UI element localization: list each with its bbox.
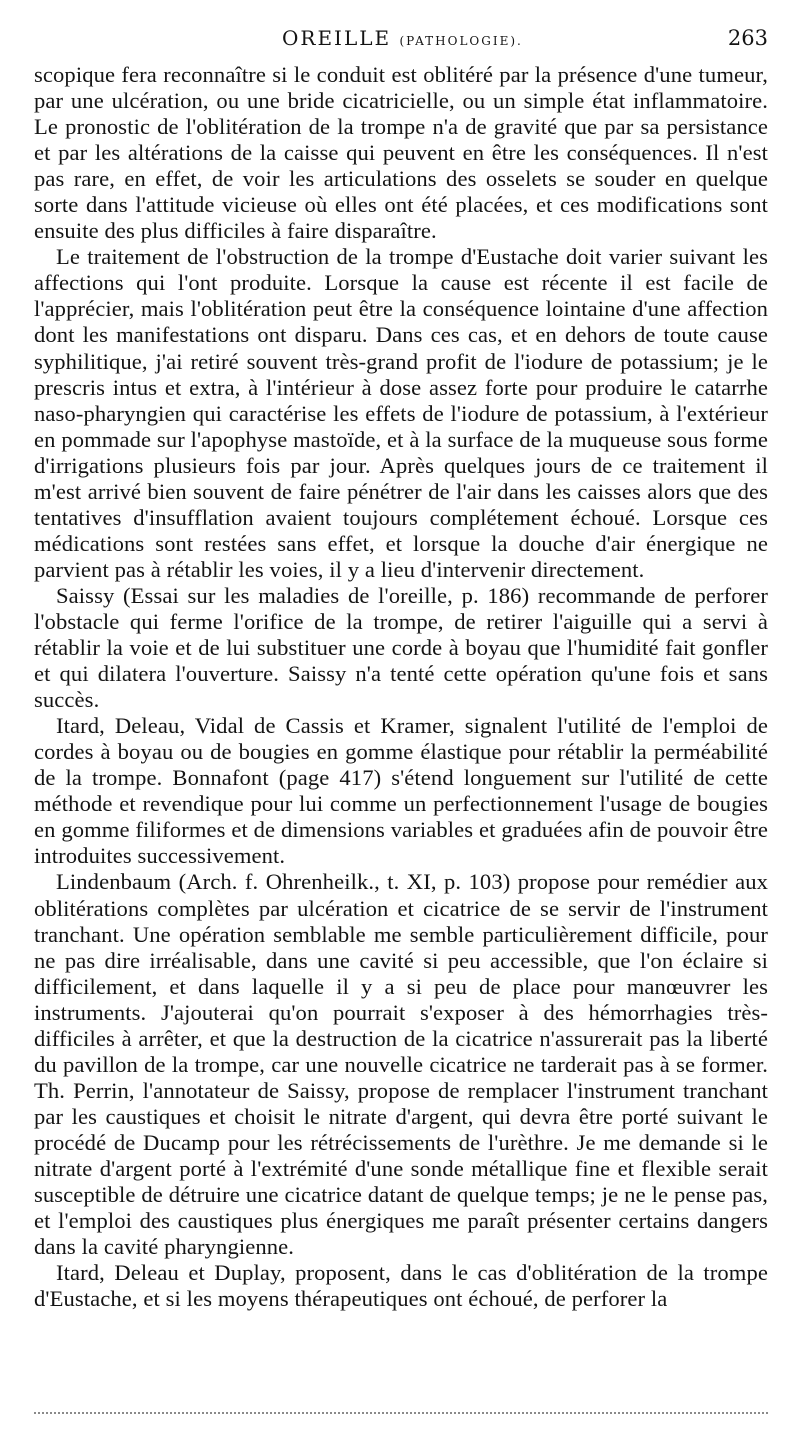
header-subtitle: (PATHOLOGIE).: [399, 34, 523, 48]
paragraph: Itard, Deleau, Vidal de Cassis et Kramer, signalent l'utilité de l'emploi de cordes à boyau ou de bougies en gomme élastique pour rétablir la perméabilité de la trompe. Bonnafont (page 417) s'étend longuement sur l'utilité de cette méthode et revendique pour lui comme un perfectionnement l'usage de bougies en gomme filiformes et de dimensions variables et graduées afin de pouvoir être introduites successivement.: [34, 713, 768, 869]
paragraph: Saissy (Essai sur les maladies de l'oreille, p. 186) recommande de perforer l'obstacle qui ferme l'orifice de la trompe, de retirer l'aiguille qui a servi à rétablir la voie et de lui substituer une corde à boyau que l'humidité fait gonfler et qui dilatera l'ouverture. Saissy n'a tenté cette opération qu'une fois et sans succès.: [34, 582, 768, 713]
paragraph: Itard, Deleau et Duplay, proposent, dans le cas d'oblitération de la trompe d'Eustache, et si les moyens thérapeutiques ont échoué, de perforer la: [34, 1260, 768, 1312]
body-text: [34, 62, 768, 1312]
paragraph: Lindenbaum (Arch. f. Ohrenheilk., t. XI, p. 103) propose pour remédier aux oblitérations complètes par ulcération et cicatrice de se servir de l'instrument tranchant. Une opération semblable me semble particulièrement difficile, pour ne pas dire irréalisable, dans une cavité si peu accessible, que l'on éclaire si difficilement, et dans laquelle il y a si peu de place pour manœuvrer les instruments. J'ajouterai qu'on pourrait s'exposer à des hémorrhagies très-difficiles à arrêter, et que la destruction de la cicatrice n'assurerait pas la liberté du pavillon de la trompe, car une nouvelle cicatrice ne tarderait pas à se former. Th. Perrin, l'annotateur de Saissy, propose de remplacer l'instrument tranchant par les caustiques et choisit le nitrate d'argent, qui devra être porté suivant le procédé de Ducamp pour les rétrécissements de l'urèthre. Je me demande si le nitrate d'argent porté à l'extrémité d'une sonde métallique fine et flexible serait susceptible de détruire une cicatrice datant de quelque temps; je ne le pense pas, et l'emploi des caustiques plus énergiques me paraît présenter certains dangers dans la cavité pharyngienne.: [34, 869, 768, 1260]
running-header: [34, 26, 768, 62]
page-number: 263: [727, 26, 768, 50]
document-page: [34, 0, 768, 1454]
paragraph: Le traitement de l'obstruction de la trompe d'Eustache doit varier suivant les affections qui l'ont produite. Lorsque la cause est récente il est facile de l'apprécier, mais l'oblitération peut être la conséquence lointaine d'une affection dont les manifestations ont disparu. Dans ces cas, et en dehors de toute cause syphilitique, j'ai retiré souvent très-grand profit de l'iodure de potassium; je le prescris intus et extra, à l'intérieur à dose assez forte pour produire le catarrhe naso-pharyngien qui caractérise les effets de l'iodure de potassium, à l'extérieur en pommade sur l'apophyse mastoïde, et à la surface de la muqueuse sous forme d'irrigations plusieurs fois par jour. Après quelques jours de ce traitement il m'est arrivé bien souvent de faire pénétrer de l'air dans les caisses alors que des tentatives d'insufflation avaient toujours complétement échoué. Lorsque ces médications sont restées sans effet, et lorsque la douche d'air énergique ne parvient pas à rétablir les voies, il y a lieu d'intervenir directement.: [34, 244, 768, 582]
header-title: OREILLE (PATHOLOGIE).: [282, 26, 523, 50]
paragraph: scopique fera reconnaître si le conduit est oblitéré par la présence d'une tumeur, par une ulcération, ou une bride cicatricielle, ou un simple état inflammatoire. Le pronostic de l'oblitération de la trompe n'a de gravité que par sa persistance et par les altérations de la caisse qui peuvent en être les conséquences. Il n'est pas rare, en effet, de voir les articulations des osselets se souder en quelque sorte dans l'attitude vicieuse où elles ont été placées, et ces modifications sont ensuite des plus difficiles à faire disparaître.: [34, 62, 768, 244]
footer-dotted-rule: [34, 1412, 768, 1414]
